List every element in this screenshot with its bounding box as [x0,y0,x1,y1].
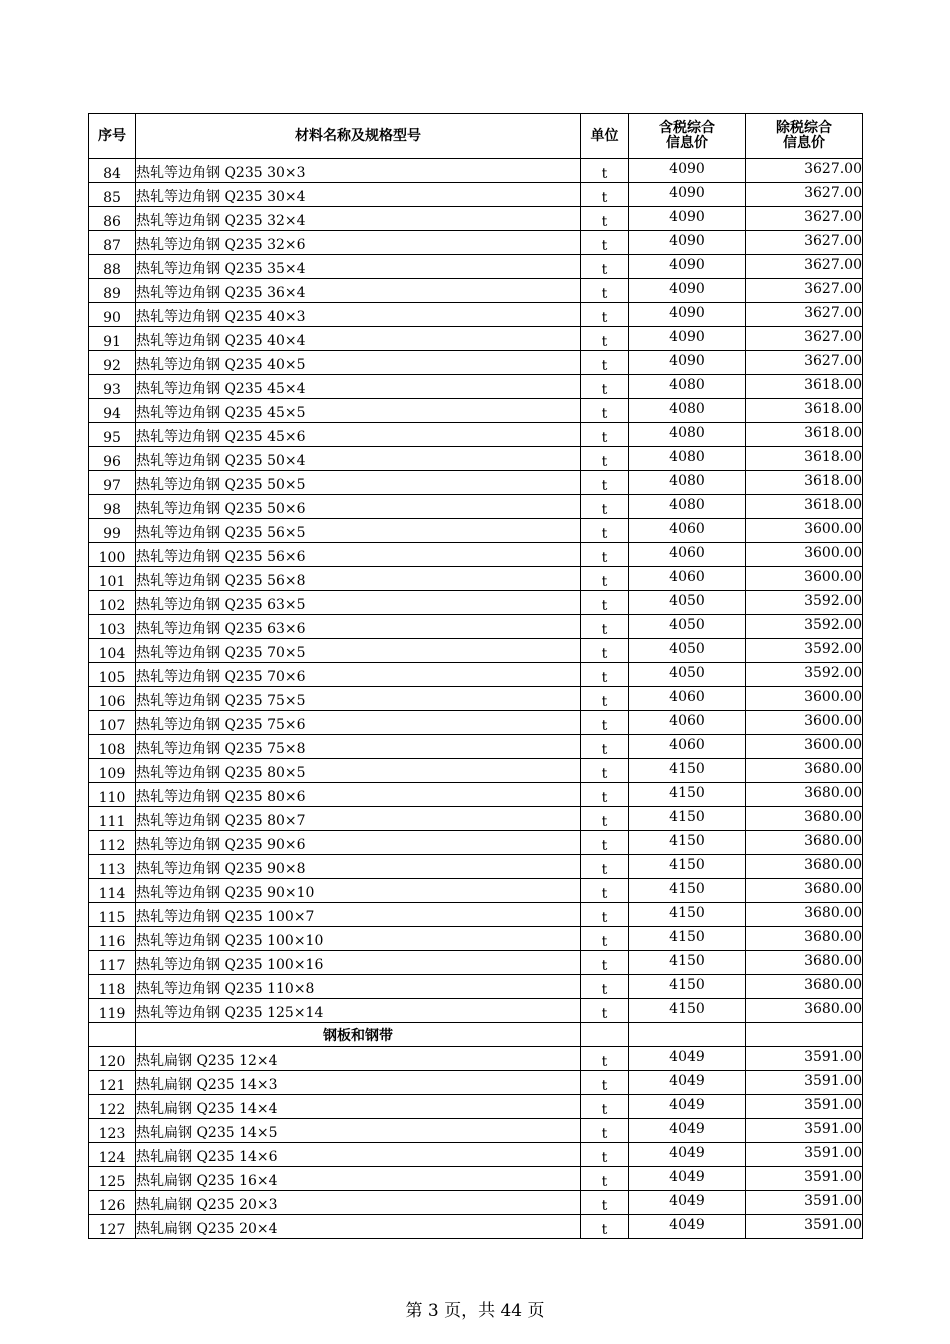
table-row [89,903,863,927]
table-row [89,927,863,951]
cell-net-price: 3627.00 [746,255,863,279]
cell-net-price: 3680.00 [746,759,863,783]
table-row [89,159,863,183]
header-tax-line1: 含税综合 [659,120,715,136]
cell-seq: 122 [89,1095,136,1119]
cell-tax-price: 4150 [629,807,746,831]
cell-seq: 114 [89,879,136,903]
cell-tax-price: 4049 [629,1071,746,1095]
cell-unit: t [581,807,629,831]
cell-tax-price: 4060 [629,735,746,759]
cell-tax-price: 4050 [629,591,746,615]
cell-net-price: 3600.00 [746,711,863,735]
table-row [89,639,863,663]
cell-unit: t [581,543,629,567]
cell-net-price: 3627.00 [746,231,863,255]
cell-unit: t [581,639,629,663]
cell-unit: t [581,447,629,471]
table-row [89,567,863,591]
cell-seq: 107 [89,711,136,735]
cell-name: 热轧等边角钢 Q235 75×8 [136,735,581,759]
price-table [88,113,863,1239]
table-row [89,183,863,207]
cell-tax-price: 4049 [629,1095,746,1119]
cell-unit: t [581,1095,629,1119]
cell-net-price: 3680.00 [746,807,863,831]
cell-name: 热轧等边角钢 Q235 35×4 [136,255,581,279]
table-body-angle-steel [89,159,863,1023]
cell-net-price: 3627.00 [746,279,863,303]
cell-net-price: 3680.00 [746,927,863,951]
cell-seq: 88 [89,255,136,279]
table-row [89,543,863,567]
table-row [89,999,863,1023]
cell-tax-price: 4090 [629,255,746,279]
cell-name: 热轧等边角钢 Q235 36×4 [136,279,581,303]
cell-name: 热轧等边角钢 Q235 32×4 [136,207,581,231]
cell-seq: 126 [89,1191,136,1215]
cell-seq: 96 [89,447,136,471]
cell-name: 热轧等边角钢 Q235 32×6 [136,231,581,255]
cell-seq: 124 [89,1143,136,1167]
cell-net-price: 3627.00 [746,327,863,351]
cell-tax-price: 4060 [629,543,746,567]
header-net-price [746,114,863,159]
cell-seq: 118 [89,975,136,999]
cell-seq: 105 [89,663,136,687]
cell-name: 热轧等边角钢 Q235 80×6 [136,783,581,807]
cell-net-price: 3680.00 [746,783,863,807]
cell-name: 热轧等边角钢 Q235 75×5 [136,687,581,711]
cell-name: 热轧等边角钢 Q235 70×6 [136,663,581,687]
table-row [89,1143,863,1167]
table-row [89,351,863,375]
cell-net-price: 3600.00 [746,735,863,759]
table-row [89,1071,863,1095]
cell-tax-price: 4049 [629,1167,746,1191]
header-tax-line2: 信息价 [666,135,708,151]
cell-name: 热轧等边角钢 Q235 100×10 [136,927,581,951]
table-row [89,831,863,855]
cell-name: 热轧等边角钢 Q235 125×14 [136,999,581,1023]
header-unit: 单位 [581,114,629,159]
cell-tax-price: 4090 [629,231,746,255]
cell-tax-price: 4060 [629,519,746,543]
cell-net-price: 3627.00 [746,303,863,327]
table-row [89,1215,863,1239]
header-seq: 序号 [89,114,136,159]
cell-name: 热轧扁钢 Q235 20×3 [136,1191,581,1215]
cell-name: 热轧扁钢 Q235 14×6 [136,1143,581,1167]
cell-name: 热轧扁钢 Q235 16×4 [136,1167,581,1191]
table-row [89,375,863,399]
cell-name: 热轧等边角钢 Q235 56×6 [136,543,581,567]
cell-name: 热轧扁钢 Q235 12×4 [136,1047,581,1071]
cell-seq: 127 [89,1215,136,1239]
cell-tax-price: 4150 [629,831,746,855]
cell-seq: 98 [89,495,136,519]
cell-seq: 97 [89,471,136,495]
table-row [89,615,863,639]
cell-seq: 100 [89,543,136,567]
cell-net-price: 3592.00 [746,591,863,615]
cell-net-price: 3591.00 [746,1167,863,1191]
cell-seq: 91 [89,327,136,351]
cell-name: 热轧等边角钢 Q235 56×8 [136,567,581,591]
cell-unit: t [581,183,629,207]
cell-unit: t [581,519,629,543]
table-row [89,1191,863,1215]
cell-name: 热轧等边角钢 Q235 80×5 [136,759,581,783]
cell-name: 热轧扁钢 Q235 14×4 [136,1095,581,1119]
cell-net-price: 3600.00 [746,543,863,567]
table-row [89,951,863,975]
cell-unit: t [581,783,629,807]
cell-net-price: 3591.00 [746,1119,863,1143]
cell-name: 热轧等边角钢 Q235 70×5 [136,639,581,663]
table-row [89,207,863,231]
cell-seq: 125 [89,1167,136,1191]
cell-unit: t [581,495,629,519]
cell-net-price: 3618.00 [746,399,863,423]
cell-name: 热轧等边角钢 Q235 90×6 [136,831,581,855]
cell-seq: 86 [89,207,136,231]
cell-tax-price: 4150 [629,975,746,999]
cell-unit: t [581,663,629,687]
cell-seq: 90 [89,303,136,327]
cell-tax-price: 4150 [629,999,746,1023]
cell-seq: 99 [89,519,136,543]
cell-name: 热轧扁钢 Q235 20×4 [136,1215,581,1239]
cell-unit: t [581,423,629,447]
cell-name: 热轧等边角钢 Q235 110×8 [136,975,581,999]
table-row [89,231,863,255]
table-row [89,303,863,327]
table-row [89,495,863,519]
cell-unit: t [581,591,629,615]
cell-seq: 117 [89,951,136,975]
cell-tax-price: 4090 [629,159,746,183]
cell-name: 热轧等边角钢 Q235 40×5 [136,351,581,375]
cell-unit: t [581,279,629,303]
cell-net-price: 3591.00 [746,1047,863,1071]
cell-unit: t [581,1191,629,1215]
cell-name: 热轧等边角钢 Q235 63×5 [136,591,581,615]
cell-unit: t [581,471,629,495]
cell-seq: 112 [89,831,136,855]
cell-tax-price: 4150 [629,927,746,951]
cell-tax-price: 4080 [629,471,746,495]
cell-unit: t [581,999,629,1023]
cell-name: 热轧等边角钢 Q235 40×4 [136,327,581,351]
cell-tax-price: 4050 [629,615,746,639]
cell-tax-price: 4080 [629,495,746,519]
table-row [89,687,863,711]
cell-tax-price: 4150 [629,783,746,807]
cell-unit: t [581,975,629,999]
cell-unit: t [581,303,629,327]
table-row [89,759,863,783]
cell-name: 热轧等边角钢 Q235 75×6 [136,711,581,735]
cell-tax-price: 4049 [629,1119,746,1143]
cell-net-price: 3618.00 [746,471,863,495]
cell-seq: 101 [89,567,136,591]
cell-net-price: 3600.00 [746,687,863,711]
cell-unit: t [581,255,629,279]
cell-seq: 84 [89,159,136,183]
cell-unit: t [581,927,629,951]
table-row [89,1167,863,1191]
cell-net-price: 3680.00 [746,999,863,1023]
cell-net-price: 3618.00 [746,375,863,399]
table-row [89,735,863,759]
cell-tax-price: 4049 [629,1143,746,1167]
cell-seq: 85 [89,183,136,207]
cell-name: 热轧等边角钢 Q235 45×4 [136,375,581,399]
cell-tax-price: 4150 [629,951,746,975]
table-row [89,279,863,303]
cell-net-price: 3680.00 [746,975,863,999]
cell-name: 热轧等边角钢 Q235 50×4 [136,447,581,471]
section-seq-cell [89,1023,136,1047]
cell-name: 热轧等边角钢 Q235 56×5 [136,519,581,543]
table-row [89,783,863,807]
header-net-line1: 除税综合 [776,120,832,136]
cell-unit: t [581,759,629,783]
cell-seq: 87 [89,231,136,255]
cell-name: 热轧等边角钢 Q235 50×5 [136,471,581,495]
cell-seq: 104 [89,639,136,663]
table-row [89,975,863,999]
cell-seq: 95 [89,423,136,447]
cell-seq: 106 [89,687,136,711]
table-row [89,879,863,903]
cell-seq: 94 [89,399,136,423]
table-row [89,255,863,279]
cell-seq: 92 [89,351,136,375]
cell-tax-price: 4090 [629,303,746,327]
cell-unit: t [581,711,629,735]
cell-tax-price: 4060 [629,711,746,735]
table-body-flat-steel [89,1047,863,1239]
cell-seq: 93 [89,375,136,399]
cell-tax-price: 4090 [629,279,746,303]
cell-unit: t [581,903,629,927]
table-row [89,447,863,471]
cell-tax-price: 4049 [629,1047,746,1071]
cell-net-price: 3592.00 [746,615,863,639]
cell-net-price: 3680.00 [746,879,863,903]
table-row [89,1047,863,1071]
cell-tax-price: 4050 [629,663,746,687]
page-footer: 第 3 页，共 44 页 [405,1301,545,1321]
cell-unit: t [581,1047,629,1071]
cell-seq: 89 [89,279,136,303]
section-row-group [89,1023,863,1047]
cell-unit: t [581,615,629,639]
cell-name: 热轧等边角钢 Q235 80×7 [136,807,581,831]
cell-unit: t [581,687,629,711]
cell-name: 热轧等边角钢 Q235 100×16 [136,951,581,975]
cell-net-price: 3627.00 [746,351,863,375]
cell-seq: 103 [89,615,136,639]
table-row [89,471,863,495]
cell-net-price: 3627.00 [746,183,863,207]
cell-seq: 123 [89,1119,136,1143]
cell-seq: 119 [89,999,136,1023]
cell-tax-price: 4050 [629,639,746,663]
cell-tax-price: 4080 [629,447,746,471]
cell-unit: t [581,1215,629,1239]
cell-tax-price: 4090 [629,327,746,351]
cell-net-price: 3627.00 [746,207,863,231]
cell-seq: 102 [89,591,136,615]
header-row [89,114,863,159]
cell-name: 热轧等边角钢 Q235 30×4 [136,183,581,207]
cell-net-price: 3680.00 [746,903,863,927]
cell-net-price: 3600.00 [746,519,863,543]
cell-unit: t [581,567,629,591]
cell-tax-price: 4090 [629,207,746,231]
section-row [89,1023,863,1047]
cell-seq: 116 [89,927,136,951]
cell-name: 热轧等边角钢 Q235 90×8 [136,855,581,879]
cell-net-price: 3591.00 [746,1071,863,1095]
cell-tax-price: 4080 [629,423,746,447]
cell-seq: 113 [89,855,136,879]
table-row [89,423,863,447]
cell-name: 热轧等边角钢 Q235 90×10 [136,879,581,903]
section-tax-cell [629,1023,746,1047]
cell-net-price: 3591.00 [746,1095,863,1119]
cell-unit: t [581,1143,629,1167]
table-row [89,711,863,735]
section-net-cell [746,1023,863,1047]
cell-unit: t [581,399,629,423]
cell-unit: t [581,351,629,375]
cell-net-price: 3592.00 [746,639,863,663]
cell-net-price: 3591.00 [746,1143,863,1167]
cell-tax-price: 4090 [629,183,746,207]
cell-seq: 108 [89,735,136,759]
table-row [89,399,863,423]
cell-unit: t [581,735,629,759]
section-unit-cell [581,1023,629,1047]
cell-name: 热轧等边角钢 Q235 45×5 [136,399,581,423]
cell-unit: t [581,327,629,351]
table-row [89,663,863,687]
cell-seq: 110 [89,783,136,807]
cell-name: 热轧等边角钢 Q235 50×6 [136,495,581,519]
cell-tax-price: 4150 [629,759,746,783]
header-name: 材料名称及规格型号 [136,114,581,159]
cell-unit: t [581,207,629,231]
cell-net-price: 3600.00 [746,567,863,591]
cell-tax-price: 4080 [629,375,746,399]
cell-unit: t [581,831,629,855]
table-row [89,807,863,831]
cell-tax-price: 4090 [629,351,746,375]
table-row [89,1119,863,1143]
table-row [89,1095,863,1119]
cell-tax-price: 4080 [629,399,746,423]
cell-tax-price: 4049 [629,1191,746,1215]
cell-net-price: 3627.00 [746,159,863,183]
table-row [89,591,863,615]
cell-name: 热轧等边角钢 Q235 30×3 [136,159,581,183]
table-row [89,519,863,543]
table-row [89,855,863,879]
cell-name: 热轧扁钢 Q235 14×5 [136,1119,581,1143]
cell-unit: t [581,855,629,879]
cell-unit: t [581,231,629,255]
cell-unit: t [581,375,629,399]
cell-net-price: 3680.00 [746,951,863,975]
cell-unit: t [581,951,629,975]
cell-net-price: 3618.00 [746,423,863,447]
cell-net-price: 3680.00 [746,831,863,855]
cell-name: 热轧等边角钢 Q235 40×3 [136,303,581,327]
cell-net-price: 3591.00 [746,1191,863,1215]
cell-unit: t [581,879,629,903]
cell-name: 热轧等边角钢 Q235 63×6 [136,615,581,639]
cell-unit: t [581,1167,629,1191]
cell-unit: t [581,1119,629,1143]
cell-tax-price: 4060 [629,687,746,711]
header-tax-price [629,114,746,159]
cell-seq: 121 [89,1071,136,1095]
cell-unit: t [581,1071,629,1095]
cell-tax-price: 4150 [629,903,746,927]
cell-name: 热轧等边角钢 Q235 100×7 [136,903,581,927]
cell-seq: 115 [89,903,136,927]
table-row [89,327,863,351]
cell-seq: 120 [89,1047,136,1071]
cell-net-price: 3592.00 [746,663,863,687]
section-title: 钢板和钢带 [136,1023,581,1047]
cell-net-price: 3591.00 [746,1215,863,1239]
cell-net-price: 3618.00 [746,495,863,519]
cell-tax-price: 4049 [629,1215,746,1239]
cell-seq: 111 [89,807,136,831]
cell-tax-price: 4150 [629,855,746,879]
cell-tax-price: 4060 [629,567,746,591]
cell-name: 热轧扁钢 Q235 14×3 [136,1071,581,1095]
cell-net-price: 3680.00 [746,855,863,879]
cell-unit: t [581,159,629,183]
cell-net-price: 3618.00 [746,447,863,471]
header-net-line2: 信息价 [783,135,825,151]
cell-name: 热轧等边角钢 Q235 45×6 [136,423,581,447]
cell-tax-price: 4150 [629,879,746,903]
cell-seq: 109 [89,759,136,783]
